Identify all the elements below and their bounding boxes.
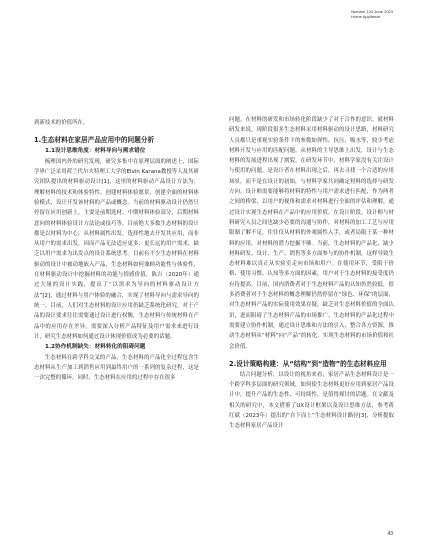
paragraph-1-2: 生态材料在跨学科交叉的产品、生态材料的产品化全过程包含生态材料从生产加工到销售应用到最终用户的一系列的复杂过程，这是一次完整的循环。同时，生态材料在应用的过程中存在很多 <box>34 354 199 382</box>
subsection-heading-1-1: 1.1设计思维角度：材料导向与需求错位 <box>45 148 146 155</box>
paragraph-2: 结合问题分析，以设计的视角来看，家居产品生态材料设计是一个跨学科多层面的研究领域，如何使生态材料更好应用到家居产品设计中，提升产品的生态性、可持续性，是值得探讨的话题。在文献及相关的研究中，本文借鉴了UX设计框架以及设计思维方法，参考蒋红斌（2023年）提出的“自下而上”生态材料设计路径[3]，分析提取生态材料家居产品设计 <box>229 371 394 430</box>
section-heading-2: 2.设计策略构建：从“结构”到“造物”的生态材料应用 <box>229 359 387 368</box>
page-number: 43 <box>387 531 393 537</box>
left-column <box>34 118 199 384</box>
section-line: Home Appliance <box>351 14 381 19</box>
journal-header <box>351 9 393 19</box>
right-column <box>229 115 394 432</box>
paragraph-1-1: 梳理国内外的研究发现，研究多集中在原理层面的阐述上，国际学界广泛采用荷兰代尔夫特理工大学的Elvin Karana教授等人及其研究团队提出的材料驱动设计[1]，这里的材料驱动产品设计方法为：理解材料的技术和体验特性、创建材料体验愿景、创建全面的材料体验模式、设计开发该材料的产品或概念。当前的材料驱动设计仍然只停留在应用创新上，主要是前期选材、中期材料体验部分、后期材料意向的材料体验设计方法论或技巧等，目前绝大多数生态材料的设计都是以材料为中心，从材料属性出发，选择性地去开发其应用，而非从用户的需求出发，因而产品无法适应更多、更长远的用户需求，缺乏以用户需求为出发点的设计系统思考。目前有不少生态材料在材料驱动的设计中被动地嵌入产品，生态材料如何兼顾功能性与体验性，在材料驱动设计中挖掘材料的功能与情感价值，陈吉（2020年）通过大量的设计实践，提出了“以需求为导向的材料驱动设计方法”[2]，通过材料与用户体验的融合，实现了材料导向与需求导向的统一。目前，人们对生态材料的设计应用仍缺乏系统化研究，对于产品的设计要求往往需要通过设计进行权衡，生态材料与传统材料在产品中的应用存在差异，需要深入分析产品特征及用户需求来进行设计，研究生态材料如何通过设计体现价值成为必要的话题。 <box>34 158 199 340</box>
paragraph-continued: 问题。在材料的研发和市场转化阶段缺少了对于合作的意识。就材料研发来说，现阶段很多生态材料采用材料驱动的设计思路，材料研究人员都只是重视实验条件下的参数如弹性、抗压、吸水等，较少考虑材料开发与应用的匹配问题。从材料的主导思维上出发，设计与生态材料的发展进程出现了割裂。在研发环节中，材料学家没有关注设计与使用的问题，是设计者在材料出现之后，再去寻找一个合适的应用场景，而不是在设计的初始，与材料学家共同确定材料的选择与研发方向。设计师需要能够将材料的特性与用户需求进行匹配，作为两者之间的桥梁，以用户的视角和需求对材料进行全面的评估和理解，通过设计实现生态材料在产品中的应用价值。在设计阶段，设计师与材料研究人员之间也缺少必要的沟通与协作，对材料的加工工艺与应用限制了解不足，往往仅从材料的外观属性入手，或者局限于某一种材料的应用，对材料的潜力挖掘不够。当前，生态材料的产品化，缺少材料研发、设计、生产、销售等多方面参与的协作机制，这样导致生态材料难以真正从实验室走向市场和用户。在使用环节，受限于价格、使用习惯、认知等多方面的因素，用户对于生态材料的接受度仍有待提高。目前，国内消费者对于生态材料产品的认知仍然较低，很多消费者对于生态材料的概念理解仍然停留在“绿色、环保”的层面，对生态材料产品的实际使用效果存疑，缺乏对生态材料价值的全面认识，进而阻碍了生态材料产品的市场推广。生态材料的产品化过程中需要建立协作机制，通过设计思维和方法的引入，整合各方资源，推动生态材料从“材料”向“产品”的转化，实现生态材料的市场价值和社会价值。 <box>229 117 394 350</box>
subsection-heading-1-2: 1.2协作机制缺失：材料转化的阻碍问题 <box>45 344 146 351</box>
issue-line: Number 124 June 2023 <box>351 9 393 14</box>
intro-paragraph: 到新技术的价值所在。 <box>34 120 89 126</box>
section-heading-1: 1.生态材料在家居产品应用中的问题分析 <box>34 136 155 145</box>
